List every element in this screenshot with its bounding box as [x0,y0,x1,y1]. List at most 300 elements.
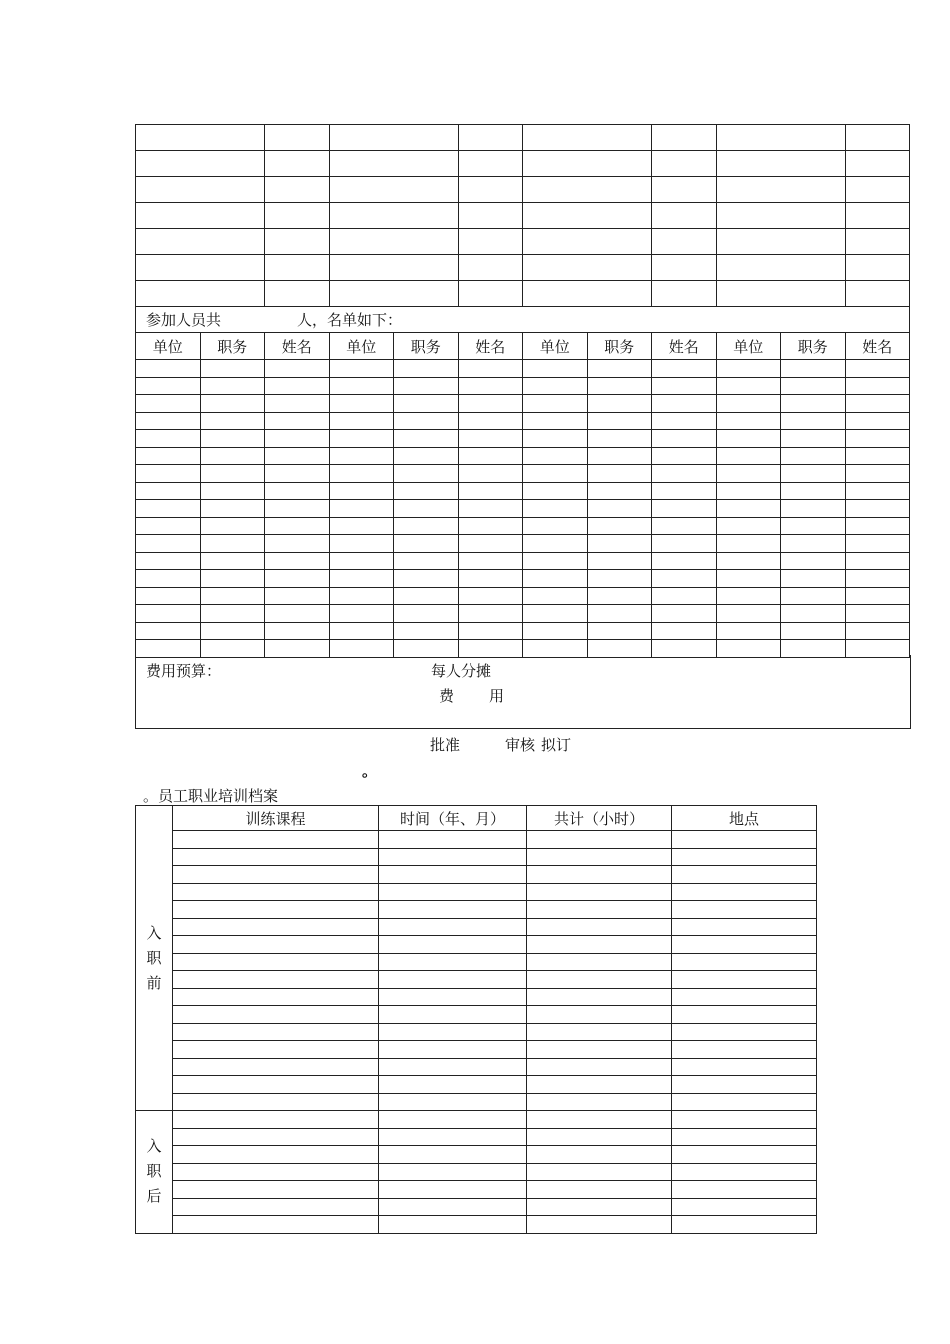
roster-cell[interactable] [265,622,330,640]
roster-cell[interactable] [652,447,717,465]
roster-cell[interactable] [136,430,201,448]
training-cell[interactable] [527,1023,672,1041]
roster-cell[interactable] [329,465,394,483]
blank-cell[interactable] [265,281,330,307]
roster-cell[interactable] [329,535,394,553]
roster-cell[interactable] [781,360,846,378]
training-cell[interactable] [173,1058,379,1076]
roster-cell[interactable] [652,535,717,553]
blank-cell[interactable] [329,177,458,203]
roster-cell[interactable] [136,360,201,378]
training-cell[interactable] [527,988,672,1006]
blank-cell[interactable] [265,203,330,229]
training-cell[interactable] [173,1041,379,1059]
roster-cell[interactable] [845,535,910,553]
training-cell[interactable] [527,1181,672,1199]
training-cell[interactable] [527,866,672,884]
training-cell[interactable] [379,1058,527,1076]
roster-cell[interactable] [716,587,781,605]
roster-cell[interactable] [265,430,330,448]
roster-cell[interactable] [458,482,523,500]
roster-cell[interactable] [652,587,717,605]
training-cell[interactable] [672,883,817,901]
roster-cell[interactable] [845,622,910,640]
blank-cell[interactable] [458,281,523,307]
blank-cell[interactable] [523,229,652,255]
roster-cell[interactable] [587,482,652,500]
roster-cell[interactable] [523,605,588,623]
training-cell[interactable] [672,936,817,954]
training-cell[interactable] [672,1058,817,1076]
roster-cell[interactable] [716,605,781,623]
blank-cell[interactable] [136,203,265,229]
training-cell[interactable] [672,831,817,849]
roster-cell[interactable] [587,517,652,535]
training-cell[interactable] [173,901,379,919]
roster-cell[interactable] [200,465,265,483]
roster-cell[interactable] [845,447,910,465]
training-cell[interactable] [379,1006,527,1024]
roster-cell[interactable] [329,552,394,570]
roster-cell[interactable] [200,605,265,623]
roster-cell[interactable] [394,605,459,623]
roster-cell[interactable] [136,482,201,500]
training-cell[interactable] [379,1076,527,1094]
training-cell[interactable] [379,1181,527,1199]
roster-cell[interactable] [200,395,265,413]
blank-cell[interactable] [845,151,910,177]
roster-cell[interactable] [845,430,910,448]
roster-cell[interactable] [781,552,846,570]
roster-cell[interactable] [716,552,781,570]
roster-cell[interactable] [523,377,588,395]
training-cell[interactable] [379,831,527,849]
roster-cell[interactable] [329,360,394,378]
blank-cell[interactable] [458,177,523,203]
blank-cell[interactable] [652,177,717,203]
roster-cell[interactable] [587,622,652,640]
training-cell[interactable] [672,1041,817,1059]
training-cell[interactable] [672,1006,817,1024]
roster-cell[interactable] [845,552,910,570]
roster-cell[interactable] [458,465,523,483]
training-cell[interactable] [379,918,527,936]
roster-cell[interactable] [587,360,652,378]
training-cell[interactable] [527,1076,672,1094]
training-cell[interactable] [527,971,672,989]
roster-cell[interactable] [845,587,910,605]
roster-cell[interactable] [329,500,394,518]
roster-cell[interactable] [329,412,394,430]
roster-cell[interactable] [523,500,588,518]
roster-cell[interactable] [587,395,652,413]
roster-cell[interactable] [329,395,394,413]
roster-cell[interactable] [845,517,910,535]
roster-cell[interactable] [458,430,523,448]
training-cell[interactable] [672,1181,817,1199]
roster-cell[interactable] [458,587,523,605]
training-cell[interactable] [173,1128,379,1146]
training-cell[interactable] [672,848,817,866]
roster-cell[interactable] [781,395,846,413]
roster-cell[interactable] [136,465,201,483]
training-cell[interactable] [379,1111,527,1129]
blank-cell[interactable] [458,255,523,281]
roster-cell[interactable] [523,360,588,378]
training-cell[interactable] [173,848,379,866]
roster-cell[interactable] [200,500,265,518]
roster-cell[interactable] [265,482,330,500]
training-cell[interactable] [379,1163,527,1181]
training-cell[interactable] [672,1146,817,1164]
training-cell[interactable] [672,1198,817,1216]
training-cell[interactable] [379,936,527,954]
roster-cell[interactable] [329,517,394,535]
roster-cell[interactable] [523,517,588,535]
roster-cell[interactable] [716,430,781,448]
roster-cell[interactable] [394,360,459,378]
training-cell[interactable] [173,1076,379,1094]
training-cell[interactable] [672,953,817,971]
roster-cell[interactable] [587,447,652,465]
roster-cell[interactable] [265,447,330,465]
blank-cell[interactable] [265,151,330,177]
training-cell[interactable] [173,936,379,954]
roster-cell[interactable] [716,517,781,535]
roster-cell[interactable] [200,517,265,535]
training-cell[interactable] [173,883,379,901]
roster-cell[interactable] [845,500,910,518]
roster-cell[interactable] [781,482,846,500]
training-cell[interactable] [527,953,672,971]
roster-cell[interactable] [394,412,459,430]
roster-cell[interactable] [845,377,910,395]
roster-cell[interactable] [587,465,652,483]
blank-cell[interactable] [136,255,265,281]
roster-cell[interactable] [136,535,201,553]
roster-cell[interactable] [652,395,717,413]
roster-cell[interactable] [458,500,523,518]
roster-cell[interactable] [781,622,846,640]
roster-cell[interactable] [394,622,459,640]
training-cell[interactable] [527,901,672,919]
roster-cell[interactable] [781,587,846,605]
blank-cell[interactable] [329,255,458,281]
roster-cell[interactable] [265,360,330,378]
roster-cell[interactable] [200,587,265,605]
blank-cell[interactable] [136,125,265,151]
roster-cell[interactable] [265,500,330,518]
blank-cell[interactable] [329,281,458,307]
blank-cell[interactable] [523,177,652,203]
roster-cell[interactable] [265,395,330,413]
training-cell[interactable] [173,1146,379,1164]
roster-cell[interactable] [781,570,846,588]
blank-cell[interactable] [329,151,458,177]
roster-cell[interactable] [523,552,588,570]
training-cell[interactable] [527,1198,672,1216]
roster-cell[interactable] [845,605,910,623]
roster-cell[interactable] [265,552,330,570]
roster-cell[interactable] [845,465,910,483]
training-cell[interactable] [379,1216,527,1234]
training-cell[interactable] [672,866,817,884]
training-cell[interactable] [527,1058,672,1076]
training-cell[interactable] [672,918,817,936]
roster-cell[interactable] [329,587,394,605]
roster-cell[interactable] [329,605,394,623]
roster-cell[interactable] [523,482,588,500]
roster-cell[interactable] [394,587,459,605]
blank-cell[interactable] [265,177,330,203]
blank-cell[interactable] [652,203,717,229]
roster-cell[interactable] [265,605,330,623]
roster-cell[interactable] [200,622,265,640]
training-cell[interactable] [173,1181,379,1199]
roster-cell[interactable] [265,517,330,535]
roster-cell[interactable] [587,377,652,395]
roster-cell[interactable] [329,622,394,640]
training-cell[interactable] [379,848,527,866]
roster-cell[interactable] [200,430,265,448]
roster-cell[interactable] [458,622,523,640]
roster-cell[interactable] [587,570,652,588]
blank-cell[interactable] [523,125,652,151]
blank-cell[interactable] [523,203,652,229]
blank-cell[interactable] [716,151,845,177]
roster-cell[interactable] [265,587,330,605]
blank-cell[interactable] [136,151,265,177]
blank-cell[interactable] [652,125,717,151]
training-cell[interactable] [379,901,527,919]
blank-cell[interactable] [329,229,458,255]
roster-cell[interactable] [716,535,781,553]
roster-cell[interactable] [265,412,330,430]
roster-cell[interactable] [652,360,717,378]
roster-cell[interactable] [394,517,459,535]
training-cell[interactable] [672,1093,817,1111]
roster-cell[interactable] [394,430,459,448]
roster-cell[interactable] [394,535,459,553]
training-cell[interactable] [173,1111,379,1129]
blank-cell[interactable] [845,125,910,151]
training-cell[interactable] [379,971,527,989]
blank-cell[interactable] [652,255,717,281]
roster-cell[interactable] [136,377,201,395]
training-cell[interactable] [379,883,527,901]
roster-cell[interactable] [716,500,781,518]
roster-cell[interactable] [781,430,846,448]
training-cell[interactable] [527,1163,672,1181]
training-cell[interactable] [527,936,672,954]
roster-cell[interactable] [136,412,201,430]
roster-cell[interactable] [845,412,910,430]
training-cell[interactable] [527,1041,672,1059]
training-cell[interactable] [672,1163,817,1181]
roster-cell[interactable] [200,482,265,500]
training-cell[interactable] [379,988,527,1006]
training-cell[interactable] [173,953,379,971]
roster-cell[interactable] [200,570,265,588]
roster-cell[interactable] [136,570,201,588]
training-cell[interactable] [379,1128,527,1146]
blank-cell[interactable] [716,255,845,281]
roster-cell[interactable] [394,377,459,395]
roster-cell[interactable] [458,570,523,588]
roster-cell[interactable] [652,430,717,448]
blank-cell[interactable] [716,125,845,151]
roster-cell[interactable] [329,430,394,448]
roster-cell[interactable] [716,482,781,500]
roster-cell[interactable] [652,622,717,640]
roster-cell[interactable] [458,605,523,623]
roster-cell[interactable] [652,570,717,588]
blank-cell[interactable] [845,177,910,203]
roster-cell[interactable] [265,465,330,483]
training-cell[interactable] [173,831,379,849]
training-cell[interactable] [527,883,672,901]
roster-cell[interactable] [587,535,652,553]
blank-cell[interactable] [652,151,717,177]
blank-cell[interactable] [458,229,523,255]
roster-cell[interactable] [523,447,588,465]
roster-cell[interactable] [200,412,265,430]
roster-cell[interactable] [329,447,394,465]
training-cell[interactable] [527,1093,672,1111]
training-cell[interactable] [672,1216,817,1234]
blank-cell[interactable] [845,281,910,307]
roster-cell[interactable] [458,395,523,413]
training-cell[interactable] [527,831,672,849]
blank-cell[interactable] [845,203,910,229]
roster-cell[interactable] [136,395,201,413]
training-cell[interactable] [672,1076,817,1094]
roster-cell[interactable] [394,500,459,518]
roster-cell[interactable] [523,412,588,430]
roster-cell[interactable] [716,465,781,483]
roster-cell[interactable] [136,587,201,605]
roster-cell[interactable] [781,377,846,395]
training-cell[interactable] [527,1146,672,1164]
roster-cell[interactable] [265,535,330,553]
roster-cell[interactable] [200,535,265,553]
roster-cell[interactable] [652,377,717,395]
roster-cell[interactable] [458,377,523,395]
training-cell[interactable] [379,1023,527,1041]
blank-cell[interactable] [136,229,265,255]
roster-cell[interactable] [523,395,588,413]
roster-cell[interactable] [136,552,201,570]
roster-cell[interactable] [523,465,588,483]
roster-cell[interactable] [523,430,588,448]
roster-cell[interactable] [329,482,394,500]
blank-cell[interactable] [716,177,845,203]
training-cell[interactable] [672,901,817,919]
training-cell[interactable] [173,1023,379,1041]
blank-cell[interactable] [845,229,910,255]
roster-cell[interactable] [845,360,910,378]
roster-cell[interactable] [652,605,717,623]
training-cell[interactable] [379,1146,527,1164]
training-cell[interactable] [173,1006,379,1024]
roster-cell[interactable] [136,622,201,640]
roster-cell[interactable] [394,447,459,465]
roster-cell[interactable] [200,360,265,378]
roster-cell[interactable] [845,395,910,413]
roster-cell[interactable] [652,482,717,500]
roster-cell[interactable] [716,622,781,640]
blank-cell[interactable] [523,281,652,307]
roster-cell[interactable] [394,482,459,500]
training-cell[interactable] [173,1093,379,1111]
roster-cell[interactable] [329,570,394,588]
blank-cell[interactable] [458,203,523,229]
roster-cell[interactable] [587,430,652,448]
roster-cell[interactable] [394,395,459,413]
roster-cell[interactable] [523,570,588,588]
roster-cell[interactable] [136,447,201,465]
blank-cell[interactable] [716,281,845,307]
training-cell[interactable] [173,866,379,884]
roster-cell[interactable] [458,447,523,465]
roster-cell[interactable] [845,570,910,588]
blank-cell[interactable] [458,151,523,177]
blank-cell[interactable] [716,229,845,255]
roster-cell[interactable] [458,517,523,535]
roster-cell[interactable] [781,412,846,430]
training-cell[interactable] [379,1198,527,1216]
roster-cell[interactable] [523,622,588,640]
blank-cell[interactable] [265,255,330,281]
training-cell[interactable] [672,1128,817,1146]
roster-cell[interactable] [716,570,781,588]
roster-cell[interactable] [781,517,846,535]
roster-cell[interactable] [458,412,523,430]
roster-cell[interactable] [394,570,459,588]
training-cell[interactable] [527,1216,672,1234]
roster-cell[interactable] [716,360,781,378]
training-cell[interactable] [672,1111,817,1129]
training-cell[interactable] [173,988,379,1006]
roster-cell[interactable] [781,535,846,553]
roster-cell[interactable] [587,587,652,605]
roster-cell[interactable] [265,377,330,395]
training-cell[interactable] [527,918,672,936]
roster-cell[interactable] [458,360,523,378]
blank-cell[interactable] [136,281,265,307]
blank-cell[interactable] [523,151,652,177]
roster-cell[interactable] [200,377,265,395]
roster-cell[interactable] [329,377,394,395]
roster-cell[interactable] [716,395,781,413]
roster-cell[interactable] [136,605,201,623]
roster-cell[interactable] [716,447,781,465]
training-cell[interactable] [173,1163,379,1181]
blank-cell[interactable] [265,125,330,151]
roster-cell[interactable] [781,605,846,623]
roster-cell[interactable] [394,552,459,570]
roster-cell[interactable] [136,500,201,518]
training-cell[interactable] [173,1198,379,1216]
roster-cell[interactable] [587,500,652,518]
training-cell[interactable] [527,1128,672,1146]
blank-cell[interactable] [329,203,458,229]
roster-cell[interactable] [458,535,523,553]
blank-cell[interactable] [845,255,910,281]
training-cell[interactable] [672,1023,817,1041]
training-cell[interactable] [379,953,527,971]
training-cell[interactable] [173,1216,379,1234]
